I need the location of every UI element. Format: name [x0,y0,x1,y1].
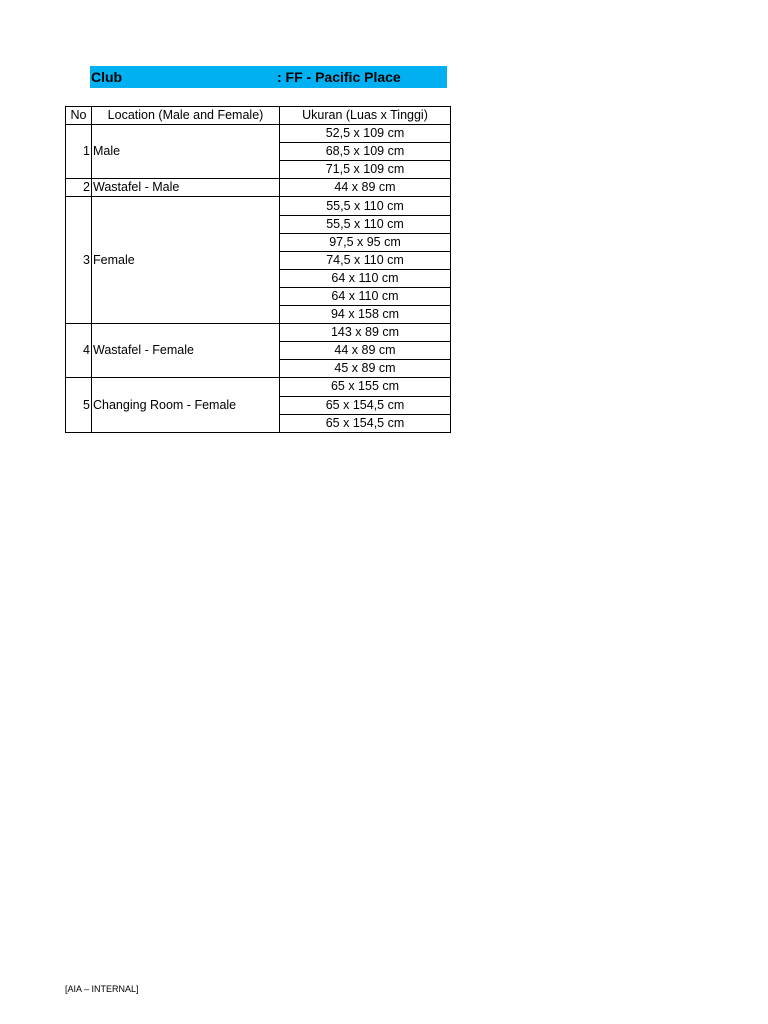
row-number: 1 [66,125,92,179]
size-cell: 55,5 x 110 cm [280,215,451,233]
row-number: 4 [66,324,92,378]
size-cell: 44 x 89 cm [280,179,451,197]
club-label: Club [91,69,123,85]
size-cell: 68,5 x 109 cm [280,143,451,161]
size-cell: 74,5 x 110 cm [280,251,451,269]
size-cell: 65 x 154,5 cm [280,396,451,414]
size-table [65,106,451,433]
table-row [66,324,451,342]
table-row [66,378,451,396]
table-header-row [66,107,451,125]
location-cell: Male [92,125,280,179]
row-number: 3 [66,197,92,324]
size-cell: 44 x 89 cm [280,342,451,360]
size-cell: 65 x 154,5 cm [280,414,451,432]
size-cell: 97,5 x 95 cm [280,233,451,251]
column-header-no: No [66,107,92,125]
location-cell: Wastafel - Female [92,324,280,378]
club-header [90,66,447,88]
table-row [66,179,451,197]
size-cell: 64 x 110 cm [280,287,451,305]
size-cell: 143 x 89 cm [280,324,451,342]
table-row [66,197,451,215]
row-number: 2 [66,179,92,197]
table-row [66,125,451,143]
location-cell: Changing Room - Female [92,378,280,432]
size-cell: 71,5 x 109 cm [280,161,451,179]
size-cell: 45 x 89 cm [280,360,451,378]
size-cell: 65 x 155 cm [280,378,451,396]
size-cell: 55,5 x 110 cm [280,197,451,215]
club-value: : FF - Pacific Place [277,69,401,85]
column-header-location: Location (Male and Female) [92,107,280,125]
size-cell: 52,5 x 109 cm [280,125,451,143]
location-cell: Wastafel - Male [92,179,280,197]
column-header-size: Ukuran (Luas x Tinggi) [280,107,451,125]
row-number: 5 [66,378,92,432]
classification-footer: [AIA – INTERNAL] [65,984,139,994]
size-cell: 64 x 110 cm [280,269,451,287]
size-cell: 94 x 158 cm [280,306,451,324]
location-cell: Female [92,197,280,324]
